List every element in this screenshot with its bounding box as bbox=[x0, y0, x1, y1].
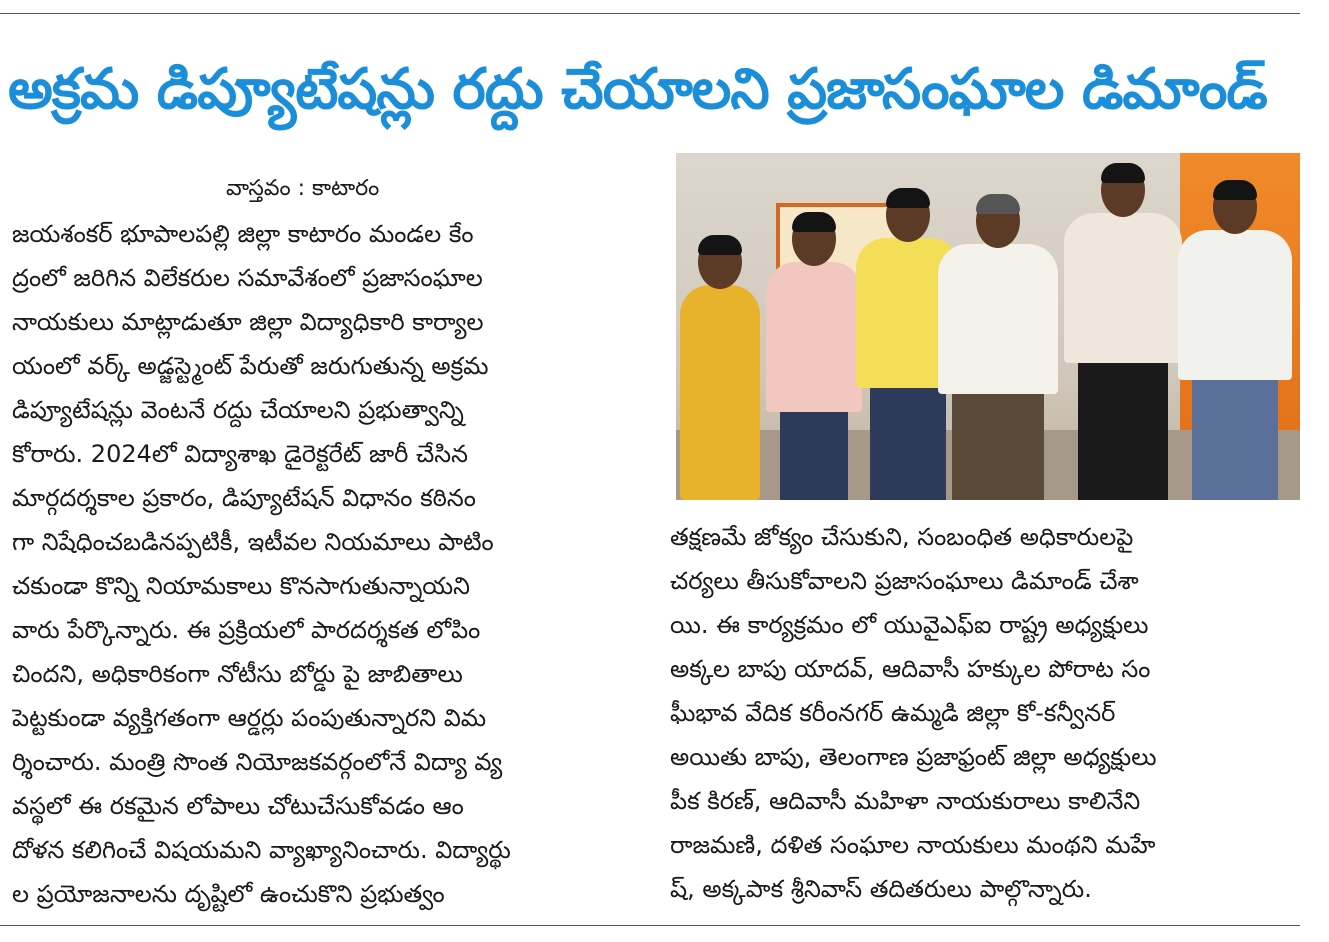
top-rule bbox=[0, 13, 1300, 14]
photo-person-clothing bbox=[680, 285, 760, 500]
photo-person-hair bbox=[698, 235, 742, 255]
body-line: మార్గదర్శకాల ప్రకారం, డిప్యూటేషన్ విధానం కఠినం bbox=[12, 484, 476, 512]
body-line: పెట్టకుండా వ్యక్తిగతంగా ఆర్డర్లు పంపుతున్నారని విమ bbox=[12, 704, 487, 732]
photo-person-clothing bbox=[938, 244, 1058, 394]
photo-person bbox=[1064, 163, 1182, 500]
body-line: ర్శించారు. మంత్రి సొంత నియోజకవర్గంలోనే విద్యా వ్య bbox=[12, 748, 503, 776]
body-line: చిందని, అధికారికంగా నోటీసు బోర్డు పై జాబితాలు bbox=[12, 660, 463, 688]
body-line: చర్యలు తీసుకోవాలని ప్రజాసంఘాలు డిమాండ్ చేశా bbox=[670, 567, 1139, 595]
body-line: అక్కల బాపు యాదవ్, ఆదివాసీ హక్కుల పోరాట సం bbox=[670, 655, 1151, 683]
photo-person-clothing bbox=[1178, 230, 1292, 380]
photo-person-hair bbox=[792, 212, 836, 232]
photo-person-clothing bbox=[1064, 213, 1182, 363]
photo-person-hair bbox=[976, 194, 1020, 214]
body-line: యంలో వర్క్ అడ్జస్ట్మెంట్ పేరుతో జరుగుతున్న అక్రమ bbox=[12, 352, 489, 380]
article-body-right bbox=[670, 515, 1300, 911]
article-body-left bbox=[12, 212, 652, 916]
body-line: ల ప్రయోజనాలను దృష్టిలో ఉంచుకొని ప్రభుత్వం bbox=[12, 880, 445, 908]
body-line: యి. ఈ కార్యక్రమం లో యువైఎఫ్ఐ రాష్ట్ర అధ్యక్షులు bbox=[670, 611, 1149, 639]
body-line: జయశంకర్ భూపాలపల్లి జిల్లా కాటారం మండల కేం bbox=[12, 220, 474, 248]
photo-person-legs bbox=[1078, 363, 1168, 500]
photo-person-clothing bbox=[766, 262, 862, 412]
body-line: నాయకులు మాట్లాడుతూ జిల్లా విద్యాధికారి కార్యాల bbox=[12, 308, 484, 336]
headline: అక్రమ డిప్యూటేషన్లు రద్దు చేయాలని ప్రజాసంఘాల డిమాండ్ bbox=[8, 57, 1267, 122]
body-line: దోళన కలిగించే విషయమని వ్యాఖ్యానించారు. విద్యార్థు bbox=[12, 836, 511, 864]
body-line: ష్, అక్కపాక శ్రీనివాస్ తదితరులు పాల్గొన్నారు. bbox=[670, 875, 1092, 903]
body-line: చకుండా కొన్ని నియామకాలు కొనసాగుతున్నాయని bbox=[12, 572, 470, 600]
photo-person-hair bbox=[886, 188, 930, 208]
body-line: తక్షణమే జోక్యం చేసుకుని, సంబంధిత అధికారులపై bbox=[670, 523, 1134, 551]
photo-person bbox=[938, 194, 1058, 500]
photo-person-legs bbox=[952, 394, 1044, 500]
photo-person bbox=[680, 235, 760, 500]
photo-person-legs bbox=[1192, 380, 1278, 500]
photo-person bbox=[1178, 180, 1292, 500]
photo-person-legs bbox=[870, 388, 946, 500]
body-line: ద్రంలో జరిగిన విలేకరుల సమావేశంలో ప్రజాసంఘాల bbox=[12, 264, 483, 292]
body-line: రాజమణి, దళిత సంఘాల నాయకులు మంథని మహే bbox=[670, 831, 1156, 859]
photo-person-hair bbox=[1213, 180, 1257, 200]
body-line: వారు పేర్కొన్నారు. ఈ ప్రక్రియలో పారదర్శకత లోపిం bbox=[12, 616, 481, 644]
body-line: వస్థలో ఈ రకమైన లోపాలు చోటుచేసుకోవడం ఆం bbox=[12, 792, 464, 820]
photo-person-hair bbox=[1101, 163, 1145, 183]
body-line: ఘీభావ వేదిక కరీంనగర్ ఉమ్మడి జిల్లా కో-కన్వీనర్ bbox=[670, 699, 1116, 727]
body-line: పీక కిరణ్, ఆదివాసీ మహిళా నాయకురాలు కాలినేని bbox=[670, 787, 1141, 815]
photo-person bbox=[766, 212, 862, 500]
bottom-rule bbox=[0, 925, 1300, 926]
body-line: గా నిషేధించబడినప్పటికీ, ఇటీవల నియమాలు పాటిం bbox=[12, 528, 494, 556]
body-line: కోరారు. 2024లో విద్యాశాఖ డైరెక్టరేట్ జారీ చేసిన bbox=[12, 440, 468, 468]
body-line: డిప్యూటేషన్లు వెంటనే రద్దు చేయాలని ప్రభుత్వాన్ని bbox=[12, 396, 464, 424]
dateline: వాస్తవం : కాటారం bbox=[226, 176, 380, 201]
news-photo bbox=[676, 153, 1300, 500]
body-line: అయితు బాపు, తెలంగాణ ప్రజాఫ్రంట్ జిల్లా అధ్యక్షులు bbox=[670, 743, 1157, 771]
photo-person-legs bbox=[780, 412, 848, 500]
